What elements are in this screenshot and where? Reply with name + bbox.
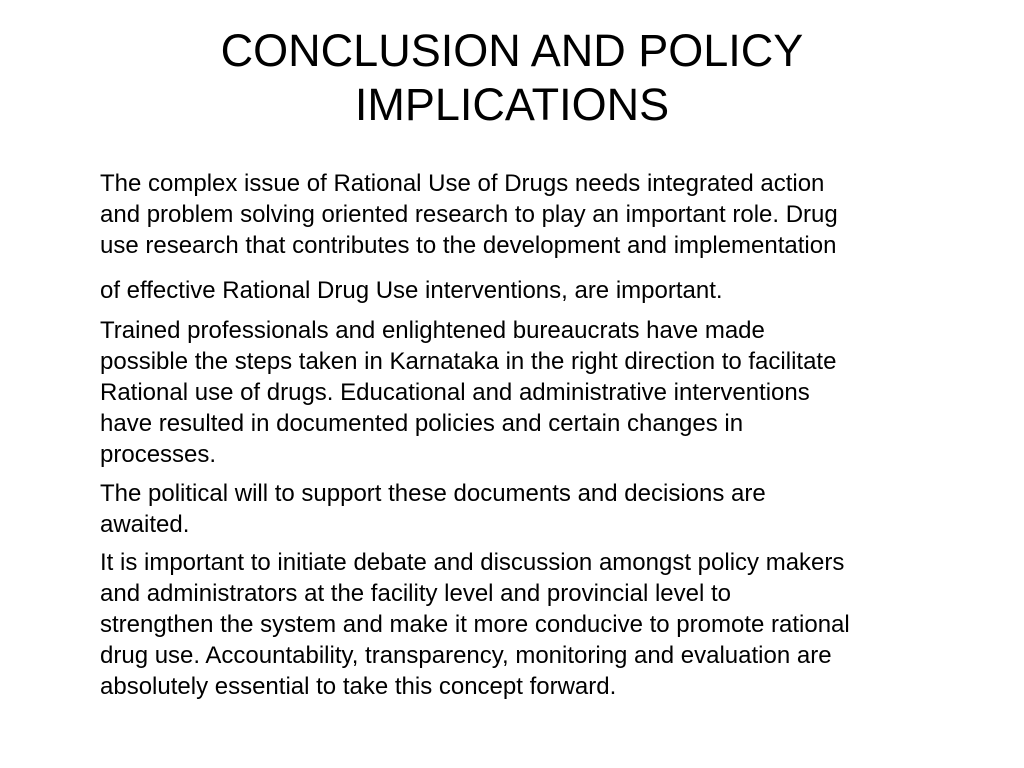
paragraph-karnataka-steps — [100, 315, 1000, 470]
paragraph-line: Trained professionals and enlightened bureaucrats have made — [100, 317, 765, 344]
paragraph-line: awaited. — [100, 511, 190, 538]
slide-title-line: CONCLUSION AND POLICY — [220, 25, 804, 76]
paragraph-line: The political will to support these documents and decisions are — [100, 480, 766, 507]
paragraph-line: The complex issue of Rational Use of Drugs needs integrated action — [100, 170, 825, 197]
paragraph-line: of effective Rational Drug Use interventions, are important. — [100, 277, 723, 304]
paragraph-line: and administrators at the facility level and provincial level to — [100, 580, 731, 607]
paragraph-line: Rational use of drugs. Educational and administrative interventions — [100, 379, 810, 406]
paragraph-line: strengthen the system and make it more conducive to promote rational — [100, 611, 850, 638]
paragraph-line: absolutely essential to take this concept forward. — [100, 673, 617, 700]
paragraph-line: have resulted in documented policies and certain changes in — [100, 410, 744, 437]
paragraph-debate-discussion — [100, 547, 1000, 702]
paragraph-line: and problem solving oriented research to play an important role. Drug — [100, 201, 838, 228]
paragraph-political-will — [100, 478, 1000, 540]
paragraph-line: processes. — [100, 441, 217, 468]
slide-title-line: IMPLICATIONS — [354, 79, 670, 130]
paragraph-line: It is important to initiate debate and discussion amongst policy makers — [100, 549, 845, 576]
paragraph-line: possible the steps taken in Karnataka in the right direction to facilitate — [100, 348, 837, 375]
paragraph-line: drug use. Accountability, transparency, monitoring and evaluation are — [100, 642, 832, 669]
paragraph-line: use research that contributes to the development and implementation — [100, 232, 837, 259]
slide-title — [120, 24, 904, 132]
paragraph-rational-use-research — [100, 168, 1000, 306]
